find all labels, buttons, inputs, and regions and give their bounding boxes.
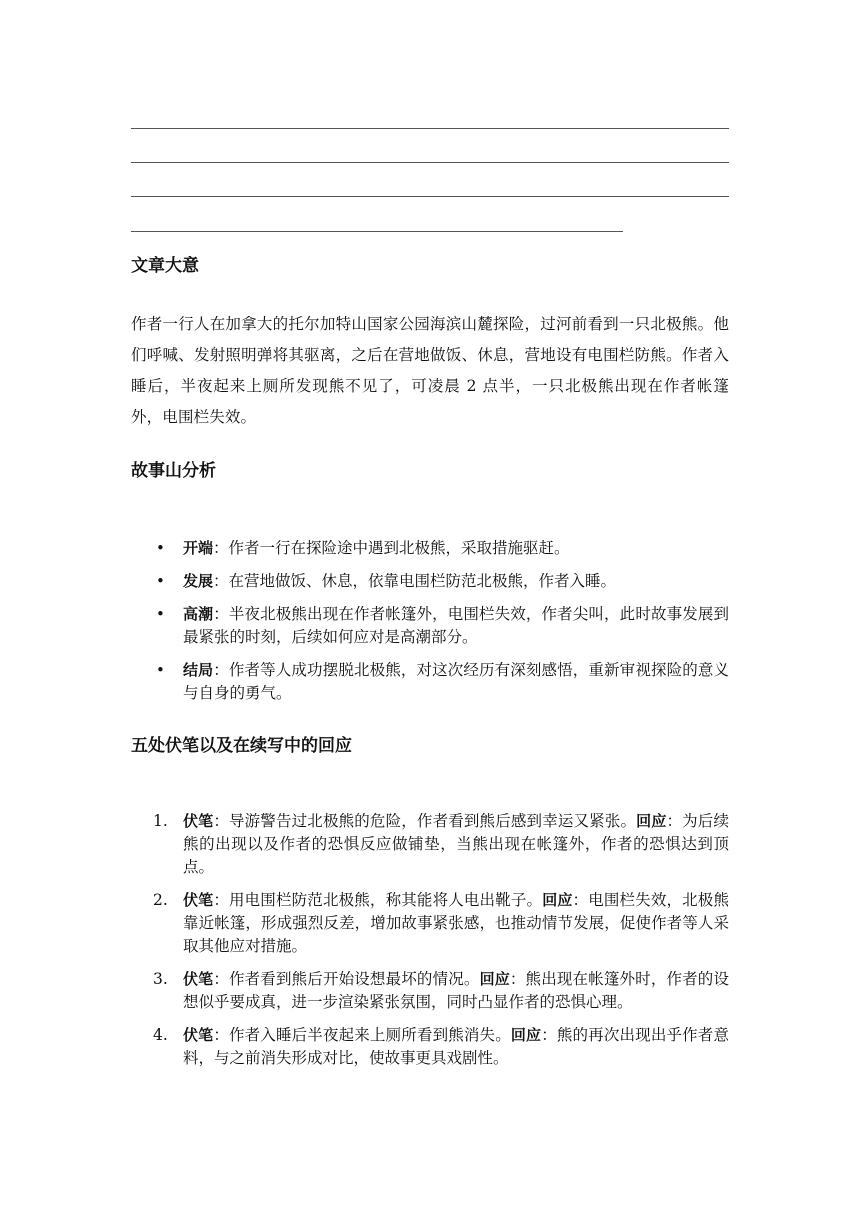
plot-list bbox=[131, 537, 729, 705]
response-text: ：电围栏失效，北极熊靠近帐篷，形成强烈反差，增加故事紧张感，也推动情节发展，促使作者等人采取其他应对措施。 bbox=[183, 891, 729, 955]
item-number: 1. bbox=[153, 812, 168, 830]
blank-line-3 bbox=[131, 196, 729, 197]
list-item bbox=[131, 889, 729, 958]
item-sep: ： bbox=[213, 661, 229, 679]
bullet-icon: • bbox=[156, 661, 165, 679]
list-item bbox=[131, 659, 729, 705]
response-text: ：为后续熊的出现以及作者的恐惧反应做铺垫，当熊出现在帐篷外，作者的恐惧达到顶点。 bbox=[183, 812, 729, 876]
bullet-icon: • bbox=[156, 572, 165, 590]
item-text: 作者等人成功摆脱北极熊，对这次经历有深刻感悟，重新审视探险的意义与自身的勇气。 bbox=[183, 661, 729, 702]
item-sep: ： bbox=[213, 539, 229, 557]
foreshadow-label: 伏笔 bbox=[183, 1026, 214, 1044]
list-item bbox=[131, 810, 729, 879]
response-label: 回应 bbox=[636, 812, 667, 830]
blank-line-4 bbox=[131, 231, 623, 232]
heading-foreshadow: 五处伏笔以及在续写中的回应 bbox=[131, 736, 352, 756]
response-label: 回应 bbox=[479, 970, 510, 988]
item-label: 结局 bbox=[183, 661, 214, 679]
response-label: 回应 bbox=[510, 1026, 542, 1044]
foreshadow-label: 伏笔 bbox=[183, 891, 214, 909]
response-label: 回应 bbox=[542, 891, 573, 909]
item-label: 高潮 bbox=[183, 605, 214, 623]
summary-paragraph: 作者一行人在加拿大的托尔加特山国家公园海滨山麓探险，过河前看到一只北极熊。他们呼喊、发射照明弹将其驱离，之后在营地做饭、休息，营地设有电围栏防熊。作者入睡后，半夜起来上厕所发现熊不见了，可凌晨 2 点半，一只北极熊出现在作者帐篷外，电围栏失效。 bbox=[131, 315, 729, 426]
item-number: 3. bbox=[153, 970, 168, 988]
response-text: ：熊出现在帐篷外时，作者的设想似乎要成真，进一步渲染紧张氛围，同时凸显作者的恐惧心理。 bbox=[183, 970, 729, 1011]
item-label: 开端 bbox=[183, 539, 214, 557]
list-item bbox=[131, 968, 729, 1014]
bullet-icon: • bbox=[156, 605, 165, 623]
foreshadow-label: 伏笔 bbox=[183, 812, 214, 830]
item-text: 半夜北极熊出现在作者帐篷外，电围栏失效，作者尖叫，此时故事发展到最紧张的时刻，后续如何应对是高潮部分。 bbox=[183, 605, 729, 646]
item-number: 2. bbox=[153, 891, 168, 909]
blank-line-1 bbox=[131, 128, 729, 129]
foreshadow-text: ：导游警告过北极熊的危险，作者看到熊后感到幸运又紧张。 bbox=[213, 812, 637, 830]
item-sep: ： bbox=[213, 605, 229, 623]
heading-summary: 文章大意 bbox=[131, 256, 199, 276]
item-text: 在营地做饭、休息，依靠电围栏防范北极熊，作者入睡。 bbox=[228, 572, 617, 590]
response-text: ：熊的再次出现出乎作者意料，与之前消失形成对比，使故事更具戏剧性。 bbox=[183, 1026, 729, 1067]
item-number: 4. bbox=[153, 1026, 168, 1044]
heading-plot: 故事山分析 bbox=[131, 461, 216, 481]
foreshadow-label: 伏笔 bbox=[183, 970, 214, 988]
foreshadow-text: ：作者入睡后半夜起来上厕所看到熊消失。 bbox=[213, 1026, 511, 1044]
foreshadow-text: ：作者看到熊后开始设想最坏的情况。 bbox=[213, 970, 480, 988]
foreshadow-list bbox=[131, 810, 729, 1070]
item-label: 发展 bbox=[183, 572, 214, 590]
item-sep: ： bbox=[213, 572, 229, 590]
list-item bbox=[131, 570, 729, 593]
list-item bbox=[131, 537, 729, 560]
list-item bbox=[131, 1024, 729, 1070]
blank-line-2 bbox=[131, 162, 729, 163]
bullet-icon: • bbox=[156, 539, 165, 557]
item-text: 作者一行在探险途中遇到北极熊，采取措施驱赶。 bbox=[228, 539, 570, 557]
foreshadow-text: ：用电围栏防范北极熊，称其能将人电出靴子。 bbox=[213, 891, 543, 909]
list-item bbox=[131, 603, 729, 649]
